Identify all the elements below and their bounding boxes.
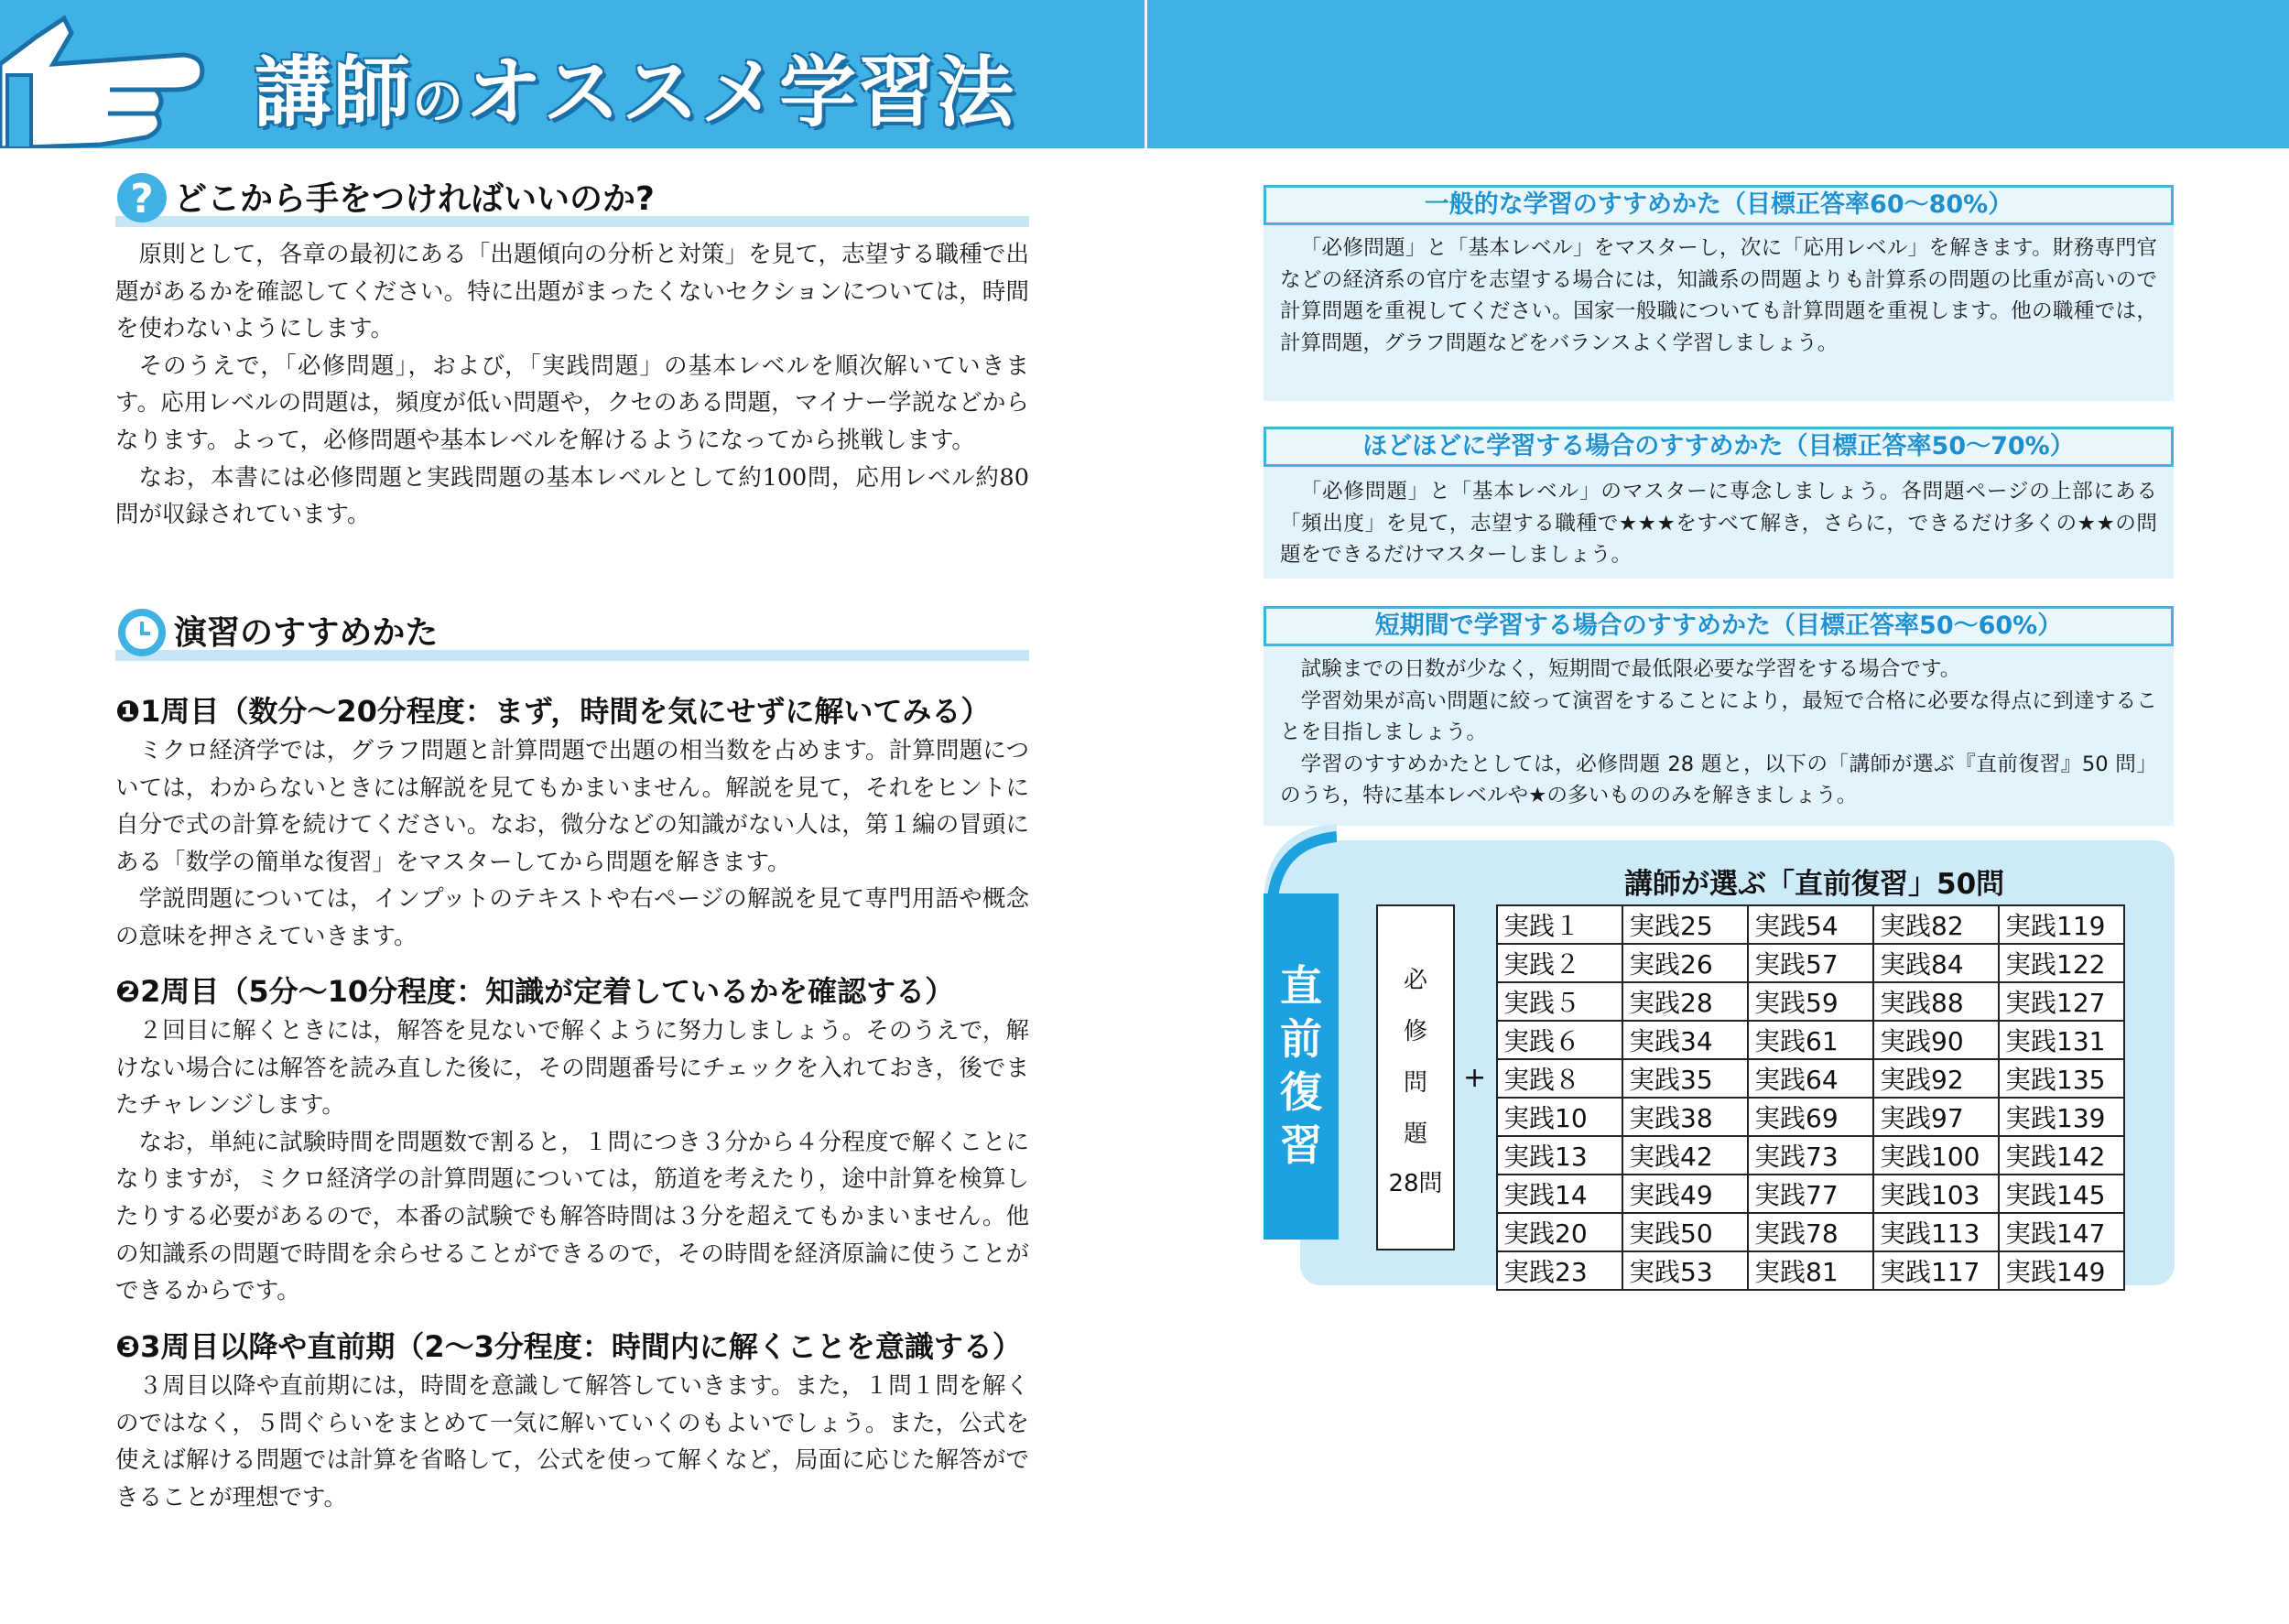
page-spread-divider (1144, 0, 1147, 148)
box-body: 「必修問題」と「基本レベル」のマスターに専念しましょう。各問題ページの上部にある「頻出度」を見て，志望する職種で★★★をすべて解き，さらに，できるだけ多くの★★の問題をできるだけマスターしましょう。 (1280, 480, 2157, 568)
table-cell: 実践81 (1748, 1251, 1873, 1290)
table-cell: 実践13 (1497, 1136, 1622, 1175)
table-cell: 実践20 (1497, 1213, 1622, 1251)
box-title: ほどほどに学習する場合のすすめかた（目標正答率50～70%） (1264, 427, 2174, 467)
table-cell: 実践135 (1999, 1059, 2124, 1098)
review-title: 講師が選ぶ「直前復習」50問 (1624, 868, 2005, 901)
table-cell: 実践28 (1622, 982, 1748, 1021)
table-cell: 実践117 (1873, 1251, 1999, 1290)
table-cell: 実践69 (1748, 1098, 1873, 1136)
box-short-term-study (1264, 606, 2174, 826)
step3-body: ３周目以降や直前期には，時間を意識して解答していきます。また，１問１問を解くのではなく，５問ぐらいをまとめて一気に解いていくのもよいでしょう。また，公式を使えば解ける問題では計算を省略して，公式を使って解くなど，局面に応じた解答ができることが理想です。 (115, 1372, 1029, 1511)
table-cell: 実践139 (1999, 1098, 2124, 1136)
box-body: 試験までの日数が少なく，短期間で最低限必要な学習をする場合です。 学習効果が高い問題に絞って演習をすることにより，最短で合格に必要な得点に到達することを目指しましょう。 学習のすすめかたとしては，必修問題 28 題と，以下の「講師が選ぶ『直前復習』50 問」のうち，特に基本レベルや★の多いもののみを解きましょう。 (1280, 657, 2157, 808)
table-row (1497, 1021, 2124, 1059)
section-title: どこから手をつければいいのか? (174, 180, 655, 218)
table-cell: 実践100 (1873, 1136, 1999, 1175)
box-moderate-study (1264, 427, 2174, 579)
step2-heading: ❷2周目（5分～10分程度：知識が定着しているかを確認する） (115, 974, 955, 1009)
table-cell: 実践６ (1497, 1021, 1622, 1059)
table-cell: 実践84 (1873, 944, 1999, 982)
table-cell: 実践127 (1999, 982, 2124, 1021)
table-cell: 実践113 (1873, 1213, 1999, 1251)
table-cell: 実践77 (1748, 1175, 1873, 1213)
section-title: 演習のすすめかた (174, 614, 439, 652)
step2-body: ２回目に解くときには，解答を見ないで解くように努力しましょう。そのうえで，解けない場合には解答を読み直した後に，その問題番号にチェックを入れておき，後でまたチャレンジします。 なお，単純に試験時間を問題数で割ると，１問につき３分から４分程度で解くことになりますが，ミクロ経済学の計算問題については，筋道を考えたり，途中計算を検算したりする必要があるので，本番の試験でも解答時間は３分を超えてもかまいません。他の知識系の問題で時間を余らせることができるので，その時間を経済原論に使うことができるからです。 (115, 1017, 1029, 1305)
table-cell: 実践54 (1748, 905, 1873, 944)
page-header (0, 0, 2289, 148)
table-cell: 実践14 (1497, 1175, 1622, 1213)
table-row (1497, 982, 2124, 1021)
section-heading-practice (115, 604, 1029, 661)
table-cell: 実践103 (1873, 1175, 1999, 1213)
table-row (1497, 1251, 2124, 1290)
page-title: 講師のオススメ学習法 (255, 48, 1016, 137)
table-row (1497, 1098, 2124, 1136)
step3-heading: ❸3周目以降や直前期（2～3分程度：時間内に解くことを意識する） (115, 1329, 1022, 1364)
question-mark-icon (115, 170, 168, 227)
review-tab-curve (1264, 824, 1337, 897)
review-problem-table (1496, 904, 2125, 1291)
svg-text:?: ? (130, 176, 154, 222)
table-cell: 実践59 (1748, 982, 1873, 1021)
section1-body: 原則として，各章の最初にある「出題傾向の分析と対策」を見て，志望する職種で出題があるかを確認してください。特に出題がまったくないセクションについては，時間を使わないようにします。 そのうえで，「必修問題」，および，「実践問題」の基本レベルを順次解いていきます。応用レベルの問題は，頻度が低い問題や，クセのある問題，マイナー学説などからなります。よって，必修問題や基本レベルを解けるようになってから挑戦します。 なお，本書には必修問題と実践問題の基本レベルとして約100問，応用レベル約80問が収録されています。 (115, 241, 1029, 529)
table-cell: 実践149 (1999, 1251, 2124, 1290)
table-cell: 実践73 (1748, 1136, 1873, 1175)
box-title: 短期間で学習する場合のすすめかた（目標正答率50～60%） (1264, 606, 2174, 646)
section-heading-where-to-start (115, 170, 1029, 227)
table-cell: 実践２ (1497, 944, 1622, 982)
box-title: 一般的な学習のすすめかた（目標正答率60～80%） (1264, 185, 2174, 225)
table-cell: 実践26 (1622, 944, 1748, 982)
table-cell: 実践92 (1873, 1059, 1999, 1098)
table-cell: 実践145 (1999, 1175, 2124, 1213)
step1-body: ミクロ経済学では，グラフ問題と計算問題で出題の相当数を占めます。計算問題については，わからないときには解説を見てもかまいません。解説を見て，それをヒントに自分で式の計算を続けてください。なお，微分などの知識がない人は，第１編の冒頭にある「数学の簡単な復習」をマスターしてから問題を解きます。 学説問題については，インプットのテキストや右ページの解説を見て専門用語や概念の意味を押さえていきます。 (115, 737, 1029, 950)
table-row (1497, 905, 2124, 944)
box-body: 「必修問題」と「基本レベル」をマスターし，次に「応用レベル」を解きます。財務専門官などの経済系の官庁を志望する場合には，知識系の問題よりも計算系の問題の比重が高いので計算問題を重視してください。国家一般職についても計算問題を重視します。他の職種では，計算問題，グラフ問題などをバランスよく学習しましょう。 (1280, 236, 2157, 355)
table-row (1497, 1213, 2124, 1251)
table-row (1497, 1059, 2124, 1098)
table-cell: 実践１ (1497, 905, 1622, 944)
step1-heading: ❶1周目（数分～20分程度：まず，時間を気にせずに解いてみる） (115, 694, 991, 729)
table-cell: 実践38 (1622, 1098, 1748, 1136)
box-general-study (1264, 185, 2174, 401)
table-cell: 実践147 (1999, 1213, 2124, 1251)
table-cell: 実践97 (1873, 1098, 1999, 1136)
table-row (1497, 1175, 2124, 1213)
table-cell: 実践122 (1999, 944, 2124, 982)
table-cell: 実践82 (1873, 905, 1999, 944)
table-cell: 実践57 (1748, 944, 1873, 982)
table-cell: 実践42 (1622, 1136, 1748, 1175)
table-cell: 実践90 (1873, 1021, 1999, 1059)
table-cell: 実践10 (1497, 1098, 1622, 1136)
table-cell: 実践23 (1497, 1251, 1622, 1290)
clock-icon (115, 604, 168, 661)
table-row (1497, 944, 2124, 982)
table-cell: 実践８ (1497, 1059, 1622, 1098)
table-cell: 実践50 (1622, 1213, 1748, 1251)
table-row (1497, 1136, 2124, 1175)
table-cell: 実践53 (1622, 1251, 1748, 1290)
table-cell: 実践119 (1999, 905, 2124, 944)
required-problems-box: 必 修 問 題 28問 (1376, 904, 1455, 1250)
pointing-hand-icon (0, 0, 238, 148)
table-cell: 実践78 (1748, 1213, 1873, 1251)
table-cell: 実践５ (1497, 982, 1622, 1021)
table-cell: 実践131 (1999, 1021, 2124, 1059)
review-side-label: 直 前 復 習 (1264, 893, 1339, 1240)
table-cell: 実践142 (1999, 1136, 2124, 1175)
plus-sign: + (1463, 1062, 1487, 1094)
table-cell: 実践64 (1748, 1059, 1873, 1098)
table-cell: 実践25 (1622, 905, 1748, 944)
table-cell: 実践34 (1622, 1021, 1748, 1059)
table-cell: 実践49 (1622, 1175, 1748, 1213)
table-cell: 実践88 (1873, 982, 1999, 1021)
table-cell: 実践61 (1748, 1021, 1873, 1059)
table-cell: 実践35 (1622, 1059, 1748, 1098)
